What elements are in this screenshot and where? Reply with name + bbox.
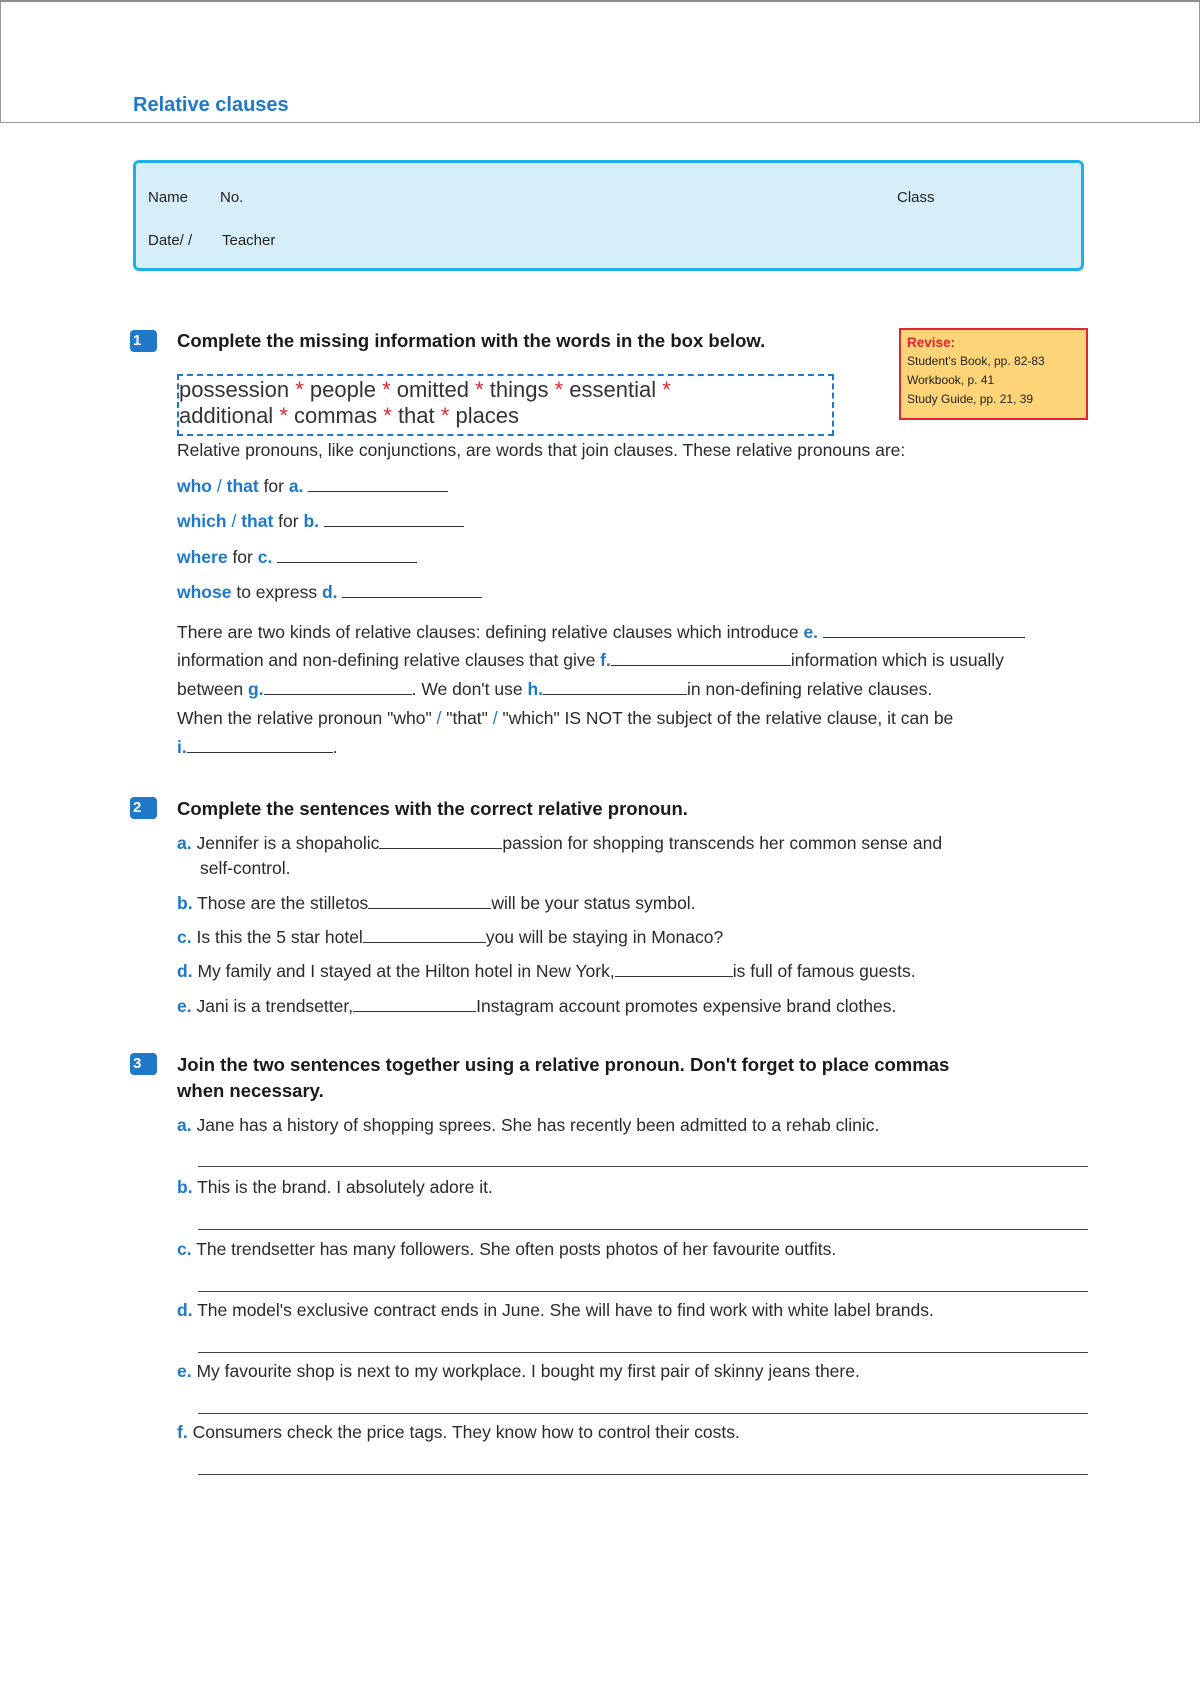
sentence-text: Is this the 5 star hotel <box>196 927 363 947</box>
pronoun: which <box>177 511 227 531</box>
item-letter: c. <box>177 927 192 947</box>
sentence-text: My family and I stayed at the Hilton hotel in New York, <box>197 961 615 981</box>
join-item-a <box>177 1115 879 1136</box>
item-letter: a. <box>177 1115 192 1135</box>
item-letter: a. <box>177 833 192 853</box>
revise-heading: Revise: <box>907 335 956 350</box>
paragraph-text: There are two kinds of relative clauses: defining relative clauses which introduce <box>177 622 804 642</box>
date-label: Date/ / <box>148 232 193 249</box>
pronoun-item-b <box>177 511 464 532</box>
answer-line-e[interactable] <box>198 1413 1088 1414</box>
slash: / <box>216 476 222 496</box>
blank-2a[interactable] <box>379 847 502 849</box>
item-letter: d. <box>177 1300 193 1320</box>
word: possession <box>179 377 290 402</box>
join-sentence-text: Jane has a history of shopping sprees. She has recently been admitted to a rehab clinic. <box>196 1115 880 1135</box>
item-letter: f. <box>600 650 611 670</box>
join-item-d <box>177 1300 934 1321</box>
paragraph-line-5 <box>177 737 338 758</box>
join-sentence-text: My favourite shop is next to my workplace. I bought my first pair of skinny jeans there. <box>196 1361 860 1381</box>
sentence-a-continued: self-control. <box>200 858 291 878</box>
paragraph-text: between <box>177 679 249 699</box>
word: people <box>309 377 376 402</box>
sentence-text: will be your status symbol. <box>491 893 696 913</box>
word: things <box>489 377 549 402</box>
paragraph-text: "that" <box>441 708 493 728</box>
pronoun: that <box>226 476 259 496</box>
item-letter: h. <box>527 679 544 699</box>
answer-line-b[interactable] <box>198 1229 1088 1230</box>
item-letter: g. <box>248 679 264 699</box>
word: essential <box>569 377 657 402</box>
item-letter: b. <box>177 1177 193 1197</box>
star-separator: * <box>383 403 392 428</box>
item-text: to express <box>231 582 322 602</box>
sentence-text: is full of famous guests. <box>732 961 916 981</box>
item-letter: d. <box>177 961 193 981</box>
blank-b[interactable] <box>324 525 464 527</box>
join-item-e <box>177 1361 860 1382</box>
blank-e[interactable] <box>823 636 1025 638</box>
sentence-text: Instagram account promotes expensive brand clothes. <box>476 996 897 1016</box>
slash: / <box>436 708 442 728</box>
exercise-1-number: 1 <box>130 330 157 352</box>
paragraph-text: in non-defining relative clauses. <box>687 679 933 699</box>
word: that <box>397 403 435 428</box>
pronoun: where <box>177 547 228 567</box>
star-separator: * <box>554 377 564 402</box>
revise-line: Student's Book, pp. 82-83 <box>907 354 1045 368</box>
join-sentence-text: The trendsetter has many followers. She often posts photos of her favourite outfits. <box>196 1239 837 1259</box>
star-separator: * <box>295 377 304 402</box>
exercise-3-title-line-2: when necessary. <box>177 1080 324 1101</box>
blank-2b[interactable] <box>368 907 491 909</box>
pronoun: that <box>241 511 274 531</box>
blank-i[interactable] <box>187 751 333 753</box>
join-sentence-text: Consumers check the price tags. They know how to control their costs. <box>192 1422 740 1442</box>
paragraph-text: "which" IS NOT the subject of the relative clause, it can be <box>497 708 954 728</box>
student-info-box <box>133 160 1084 271</box>
star-separator: * <box>475 377 484 402</box>
item-letter: e. <box>177 1361 192 1381</box>
sentence-text: Those are the stilletos <box>197 893 369 913</box>
blank-2d[interactable] <box>615 975 733 977</box>
word: commas <box>294 403 378 428</box>
item-letter: c. <box>257 547 273 567</box>
sentence-a <box>177 833 942 854</box>
paragraph-text: . We don't use <box>411 679 528 699</box>
item-letter: b. <box>177 893 193 913</box>
blank-h[interactable] <box>543 693 687 695</box>
exercise-3-title-line-1: Join the two sentences together using a relative pronoun. Don't forget to place commas <box>177 1054 950 1075</box>
join-item-f <box>177 1422 740 1443</box>
sentence-text: you will be staying in Monaco? <box>485 927 724 947</box>
exercise-2-title: Complete the sentences with the correct relative pronoun. <box>177 798 688 819</box>
item-letter: i. <box>177 737 187 757</box>
name-label: Name <box>148 189 189 206</box>
paragraph-line-2 <box>177 650 1088 671</box>
word-box <box>177 374 834 436</box>
revise-box <box>899 328 1088 420</box>
revise-line: Workbook, p. 41 <box>907 373 995 387</box>
join-sentence-text: The model's exclusive contract ends in June. She will have to find work with white label brands. <box>197 1300 934 1320</box>
blank-f[interactable] <box>611 664 791 666</box>
pronoun-item-a <box>177 476 448 497</box>
exercise-3-number: 3 <box>130 1053 157 1075</box>
item-letter: c. <box>177 1239 192 1259</box>
word: places <box>455 403 520 428</box>
sentence-d <box>177 961 916 982</box>
blank-a[interactable] <box>308 490 448 492</box>
exercise-1-title: Complete the missing information with the words in the box below. <box>177 330 766 351</box>
answer-line-a[interactable] <box>198 1166 1088 1167</box>
blank-2c[interactable] <box>363 941 486 943</box>
star-separator: * <box>440 403 450 428</box>
revise-line: Study Guide, pp. 21, 39 <box>907 392 1034 406</box>
slash: / <box>492 708 498 728</box>
exercise-2-number: 2 <box>130 797 157 819</box>
item-letter: d. <box>321 582 338 602</box>
item-text: for <box>258 476 289 496</box>
pronoun: who <box>177 476 212 496</box>
pronoun: whose <box>177 582 232 602</box>
item-letter: e. <box>803 622 819 642</box>
paragraph-line-1 <box>177 622 1025 643</box>
slash: / <box>231 511 237 531</box>
answer-line-f[interactable] <box>198 1474 1088 1475</box>
join-item-c <box>177 1239 836 1260</box>
item-text: for <box>227 547 258 567</box>
sentence-b <box>177 893 696 914</box>
word: omitted <box>396 377 469 402</box>
sentence-text: passion for shopping transcends her common sense and <box>502 833 943 853</box>
paragraph-text: . <box>332 737 338 757</box>
blank-2e[interactable] <box>353 1010 476 1012</box>
item-text: for <box>273 511 304 531</box>
blank-d[interactable] <box>342 596 482 598</box>
item-letter: b. <box>303 511 320 531</box>
item-letter: a. <box>288 476 304 496</box>
sentence-text: Jennifer is a shopaholic <box>196 833 380 853</box>
paragraph-line-4 <box>177 708 953 729</box>
join-item-b <box>177 1177 493 1198</box>
pronoun-item-d <box>177 582 482 603</box>
answer-line-c[interactable] <box>198 1291 1088 1292</box>
number-label: No. <box>220 189 244 206</box>
join-sentence-text: This is the brand. I absolutely adore it. <box>197 1177 493 1197</box>
paragraph-text: When the relative pronoun "who" <box>177 708 437 728</box>
class-label: Class <box>897 189 935 206</box>
blank-g[interactable] <box>264 693 412 695</box>
sentence-text: Jani is a trendsetter, <box>196 996 354 1016</box>
sentence-e <box>177 996 896 1017</box>
item-letter: e. <box>177 996 192 1016</box>
answer-line-d[interactable] <box>198 1352 1088 1353</box>
paragraph-line-3 <box>177 679 932 700</box>
pronoun-item-c <box>177 547 417 568</box>
exercise-1-intro: Relative pronouns, like conjunctions, are words that join clauses. These relative pronouns are: <box>177 440 906 460</box>
star-separator: * <box>382 377 391 402</box>
star-separator: * <box>662 377 671 402</box>
teacher-label: Teacher <box>222 232 276 249</box>
paragraph-text: information and non-defining relative clauses that give <box>177 650 601 670</box>
paragraph-text: information which is usually <box>790 650 1004 670</box>
blank-c[interactable] <box>277 561 417 563</box>
item-letter: f. <box>177 1422 188 1442</box>
page-title: Relative clauses <box>133 94 289 116</box>
sentence-c <box>177 927 723 948</box>
star-separator: * <box>279 403 288 428</box>
top-rule <box>0 0 1200 2</box>
word: additional <box>179 403 274 428</box>
